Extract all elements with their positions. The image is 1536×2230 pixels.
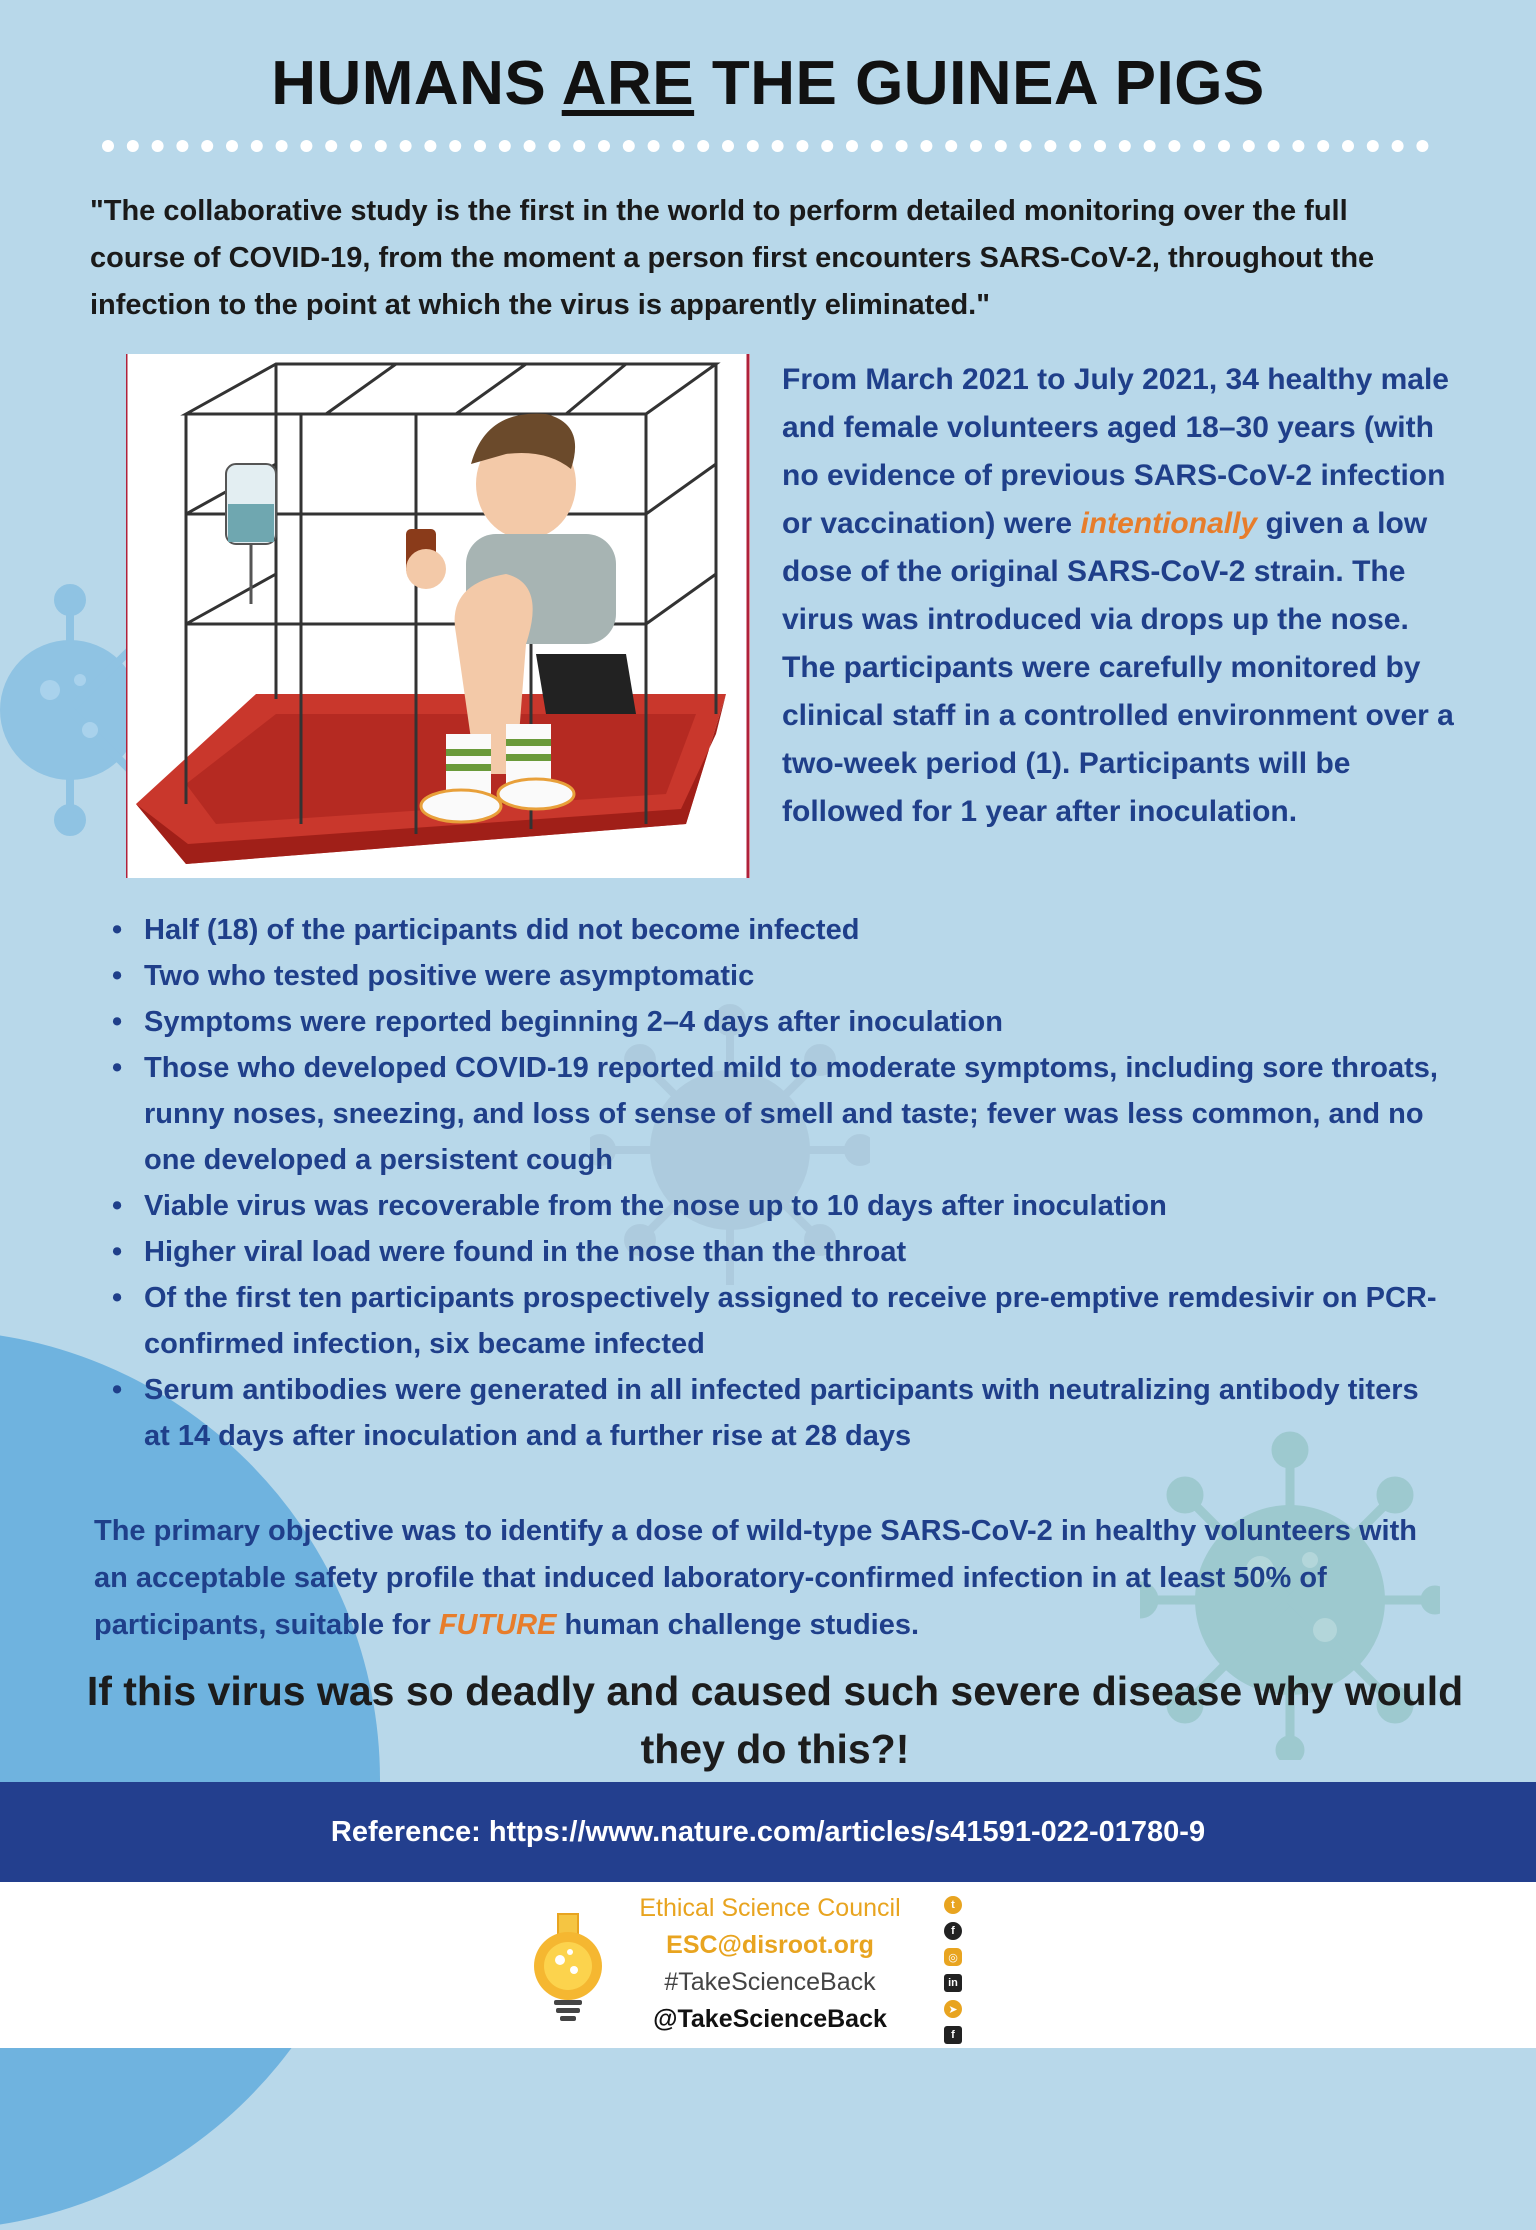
study-description xyxy=(782,356,1462,836)
divider-dot xyxy=(1342,140,1354,152)
divider-dot xyxy=(1268,140,1280,152)
linkedin-icon[interactable]: in xyxy=(944,1974,962,1992)
divider-dot xyxy=(896,140,908,152)
divider-dot xyxy=(1392,140,1404,152)
divider-dot xyxy=(400,140,412,152)
facebook-square-icon[interactable]: f xyxy=(944,2026,962,2044)
divider-dot xyxy=(821,140,833,152)
divider-dot xyxy=(1020,140,1032,152)
intro-part1: From March 2021 to July 2021, 34 healthy male and female volunteers aged 18–30 years (with no evidence of previous SARS-CoV-2 infection or vaccination) were xyxy=(782,363,1449,540)
divider-dot xyxy=(449,140,461,152)
divider-dot xyxy=(846,140,858,152)
divider-dot xyxy=(300,140,312,152)
caged-person-illustration xyxy=(126,354,750,878)
divider-dot xyxy=(871,140,883,152)
divider-dot xyxy=(573,140,585,152)
org-name: Ethical Science Council xyxy=(639,1894,901,1922)
title-part1: HUMANS xyxy=(271,49,562,118)
divider-dot xyxy=(1243,140,1255,152)
org-hashtag: #TakeScienceBack xyxy=(664,1968,876,1996)
study-quote: "The collaborative study is the first in the world to perform detailed monitoring over the full course of COVID-19, from the moment a person first encounters SARS-CoV-2, throughout the infection to the point at which the virus is apparently eliminated." xyxy=(90,195,1375,321)
divider-dot xyxy=(1218,140,1230,152)
divider-dot xyxy=(623,140,635,152)
divider-dot xyxy=(1094,140,1106,152)
divider-dot xyxy=(1292,140,1304,152)
divider-dot xyxy=(201,140,213,152)
list-item: • Viable virus was recoverable from the nose up to 10 days after inoculation xyxy=(112,1183,1442,1229)
divider-dot xyxy=(1416,140,1428,152)
divider-dot xyxy=(276,140,288,152)
objective-part1: The primary objective was to identify a dose of wild-type SARS-CoV-2 in healthy volunteers with an acceptable safety profile that induced laboratory-confirmed infection in at least 50% of participants, suitable for xyxy=(94,1515,1417,1641)
intro-emphasis: intentionally xyxy=(1080,507,1258,540)
divider-dot xyxy=(152,140,164,152)
divider-dot xyxy=(1317,140,1329,152)
divider-dot xyxy=(747,140,759,152)
divider-dot xyxy=(325,140,337,152)
reference-bar xyxy=(0,1782,1536,1882)
objective-emphasis: FUTURE xyxy=(438,1609,557,1641)
list-item: • Symptoms were reported beginning 2–4 days after inoculation xyxy=(112,999,1442,1045)
divider-dot xyxy=(424,140,436,152)
divider-dot xyxy=(648,140,660,152)
divider-dot xyxy=(945,140,957,152)
divider-dot xyxy=(1193,140,1205,152)
list-item: • Serum antibodies were generated in all infected participants with neutralizing antibody titers at 14 days after inoculation and a further rise at 28 days xyxy=(112,1367,1442,1459)
divider-dot xyxy=(1168,140,1180,152)
divider-dot xyxy=(1119,140,1131,152)
divider-dot xyxy=(697,140,709,152)
dotted-divider xyxy=(100,136,1440,156)
divider-dot xyxy=(1144,140,1156,152)
facebook-icon[interactable]: f xyxy=(944,1922,962,1940)
divider-dot xyxy=(350,140,362,152)
divider-dot xyxy=(1044,140,1056,152)
divider-dot xyxy=(920,140,932,152)
list-item: • Higher viral load were found in the nose than the throat xyxy=(112,1229,1442,1275)
divider-dot xyxy=(772,140,784,152)
divider-dot xyxy=(796,140,808,152)
footer-contact xyxy=(620,1890,920,2038)
instagram-icon[interactable]: ◎ xyxy=(944,1948,962,1966)
divider-dot xyxy=(548,140,560,152)
divider-dot xyxy=(1367,140,1379,152)
title-part2: THE GUINEA PIGS xyxy=(694,49,1265,118)
divider-dot xyxy=(176,140,188,152)
primary-objective xyxy=(94,1508,1454,1649)
divider-dot xyxy=(995,140,1007,152)
list-item: • Two who tested positive were asymptomatic xyxy=(112,953,1442,999)
social-icons xyxy=(944,1896,962,2052)
findings-list xyxy=(112,907,1442,1459)
objective-part2: human challenge studies. xyxy=(556,1609,920,1641)
twitter-icon[interactable]: t xyxy=(944,1896,962,1914)
closing-question: If this virus was so deadly and caused such severe disease why would they do this?! xyxy=(86,1668,1464,1772)
divider-dot xyxy=(226,140,238,152)
divider-dot xyxy=(722,140,734,152)
divider-dot xyxy=(375,140,387,152)
divider-dot xyxy=(524,140,536,152)
divider-dot xyxy=(672,140,684,152)
divider-dot xyxy=(499,140,511,152)
divider-dot xyxy=(970,140,982,152)
list-item: • Those who developed COVID-19 reported mild to moderate symptoms, including sore throats, runny noses, sneezing, and loss of sense of smell and taste; fever was less common, and no one developed a persistent cough xyxy=(112,1045,1442,1183)
flask-lightbulb-logo-icon xyxy=(530,1912,606,2024)
divider-dot xyxy=(1069,140,1081,152)
intro-part2: given a low dose of the original SARS-CoV-2 strain. The virus was introduced via drops up the nose. The participants were carefully monitored by clinical staff in a controlled environment over a two-week period (1). Participants will be followed for 1 year after inoculation. xyxy=(782,507,1454,828)
divider-dot xyxy=(251,140,263,152)
divider-dot xyxy=(474,140,486,152)
org-email[interactable]: ESC@disroot.org xyxy=(666,1931,874,1959)
divider-dot xyxy=(598,140,610,152)
divider-dot xyxy=(102,140,114,152)
divider-dot xyxy=(127,140,139,152)
list-item: • Of the first ten participants prospectively assigned to receive pre-emptive remdesivir on PCR-confirmed infection, six became infected xyxy=(112,1275,1442,1367)
org-handle[interactable]: @TakeScienceBack xyxy=(653,2005,887,2033)
page-title xyxy=(0,48,1536,119)
reference-link[interactable]: Reference: https://www.nature.com/articles/s41591-022-01780-9 xyxy=(330,1816,1206,1848)
telegram-icon[interactable]: ➤ xyxy=(944,2000,962,2018)
list-item: • Half (18) of the participants did not become infected xyxy=(112,907,1442,953)
title-underlined: ARE xyxy=(561,49,695,118)
